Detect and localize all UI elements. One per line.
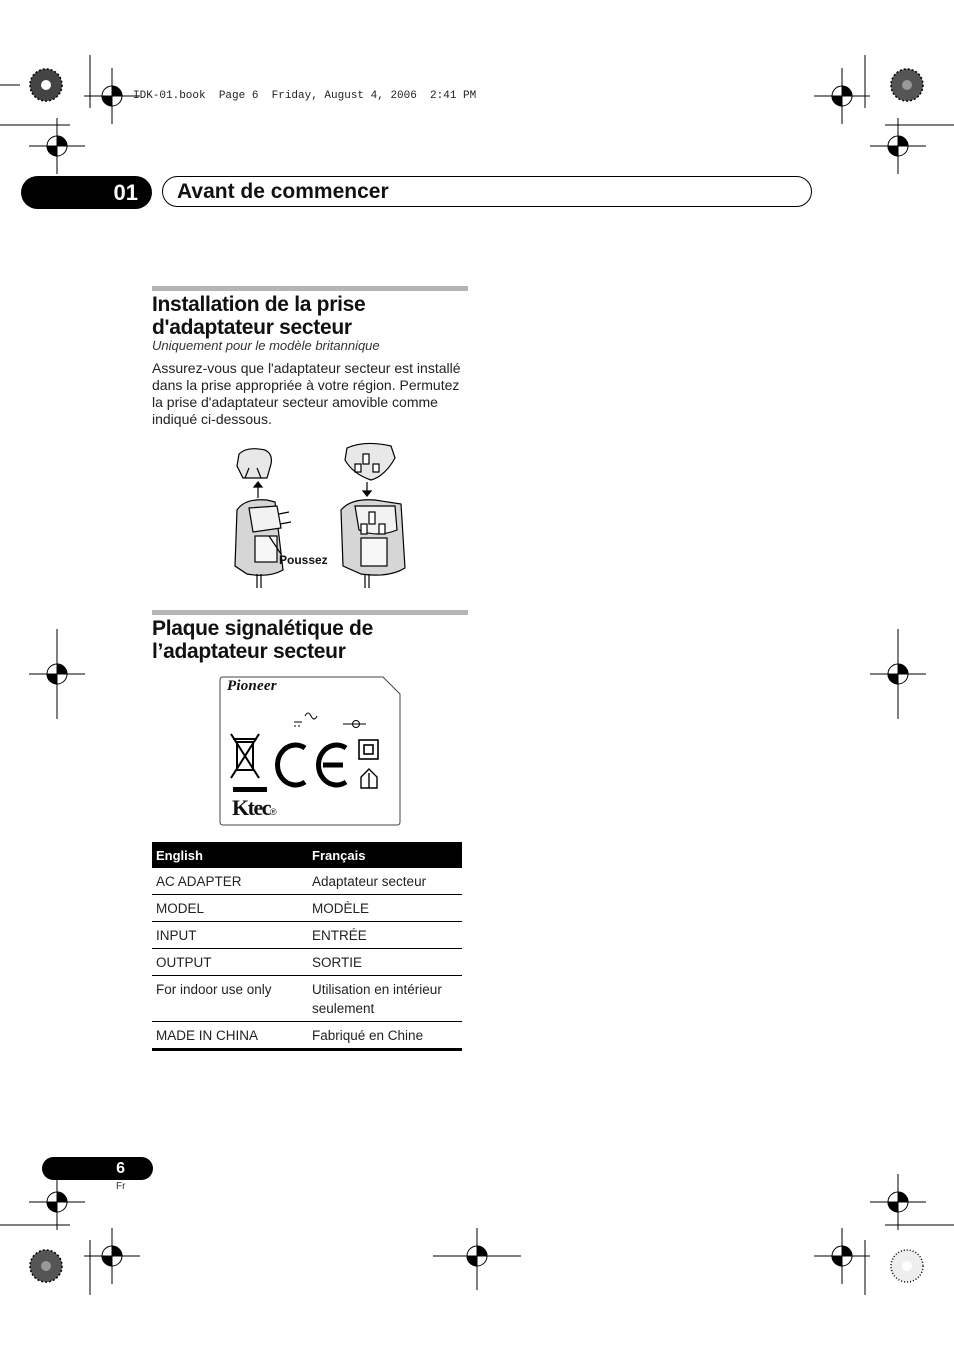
table-cell-french: Utilisation en intérieur seulement (308, 976, 462, 1022)
section-title-nameplate (152, 617, 482, 663)
table-header-row (152, 842, 462, 868)
section-rule-nameplate (152, 610, 468, 615)
table-header-english: English (152, 842, 308, 868)
nameplate-ktec-logo (232, 795, 277, 821)
table-cell-english: MODEL (152, 895, 308, 922)
table-row (152, 949, 462, 976)
section-subtitle: Uniquement pour le modèle britannique (152, 338, 380, 353)
ktec-logo-text: Ktec (232, 795, 270, 820)
table-row (152, 922, 462, 949)
section-title-line: Installation de la prise (152, 293, 366, 316)
table-row (152, 1022, 462, 1050)
print-header: IDK-01.book Page 6 Friday, August 4, 2006 2:41 PM (133, 90, 477, 102)
page-number: 6 (42, 1157, 153, 1180)
table-header-french: Français (308, 842, 462, 868)
adapter-nameplate (219, 676, 401, 826)
section-title-line: Plaque signalétique de (152, 617, 373, 640)
table-cell-french: MODÈLE (308, 895, 462, 922)
table-row (152, 895, 462, 922)
page-language: Fr (116, 1181, 126, 1192)
section-body-text: Assurez-vous que l'adaptateur secteur est installé dans la prise appropriée à votre région. Permutez la prise d'adaptateur secteur amovible comme indiqué ci-dessous. (152, 360, 461, 427)
table-cell-english: AC ADAPTER (152, 868, 308, 895)
chapter-number: 01 (21, 176, 152, 209)
nameplate-brand-logo: Pioneer (227, 678, 277, 694)
table-cell-english: MADE IN CHINA (152, 1022, 308, 1050)
section-title-line: l’adaptateur secteur (152, 640, 346, 663)
table-cell-english: OUTPUT (152, 949, 308, 976)
chapter-title (162, 176, 812, 207)
table-cell-french: SORTIE (308, 949, 462, 976)
chapter-title-text: Avant de commencer (177, 179, 389, 203)
adapter-plug-illustration (225, 440, 425, 590)
table-row (152, 868, 462, 895)
table-cell-french: Fabriqué en Chine (308, 1022, 462, 1050)
translation-table (152, 842, 462, 1051)
section-title-installation (152, 293, 482, 339)
ktec-registered-mark: ® (269, 807, 277, 817)
figure-label-push: Poussez (279, 553, 328, 567)
table-cell-french: Adaptateur secteur (308, 868, 462, 895)
section-title-line: d'adaptateur secteur (152, 316, 352, 339)
table-cell-english: For indoor use only (152, 976, 308, 1022)
table-row (152, 976, 462, 1022)
table-cell-english: INPUT (152, 922, 308, 949)
table-cell-french: ENTRÉE (308, 922, 462, 949)
section-rule-installation (152, 286, 468, 291)
